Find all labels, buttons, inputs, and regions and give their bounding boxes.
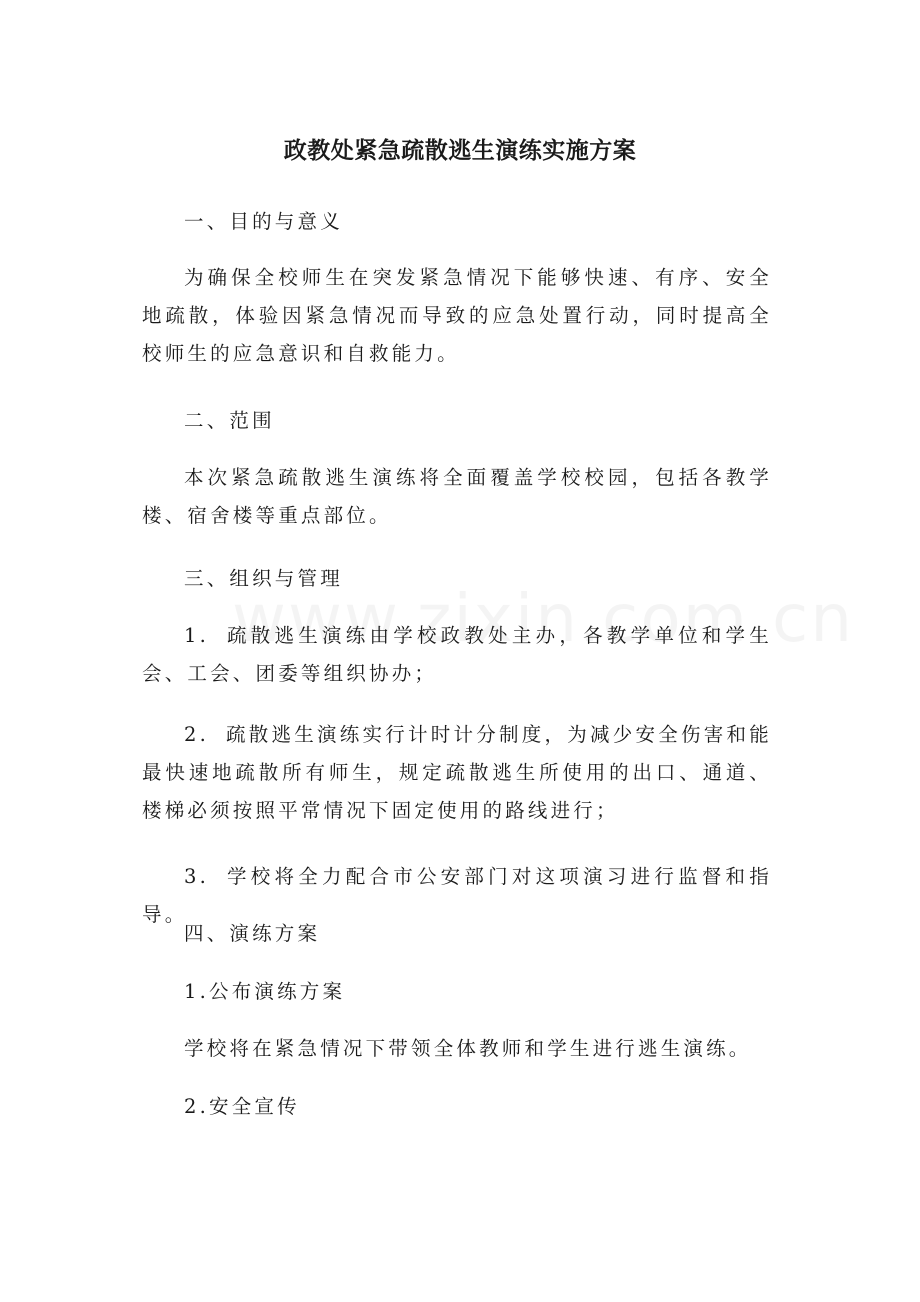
section-heading-plan: 四、演练方案 xyxy=(184,922,321,945)
list-item-number: 2. xyxy=(184,723,210,746)
section-body-purpose: 为确保全校师生在突发紧急情况下能够快速、有序、安全地疏散，体验因紧急情况而导致的应急处置行动，同时提高全校师生的应急意识和自救能力。 xyxy=(142,266,772,365)
section-heading-purpose: 一、目的与意义 xyxy=(184,210,343,233)
list-item-number: 1. xyxy=(184,624,210,647)
subsection-body-publish-plan: 学校将在紧急情况下带领全体教师和学生进行逃生演练。 xyxy=(184,1037,752,1060)
document-title: 政教处紧急疏散逃生演练实施方案 xyxy=(283,138,637,164)
section-body-scope: 本次紧急疏散逃生演练将全面覆盖学校校园，包括各教学楼、宿舍楼等重点部位。 xyxy=(142,466,772,527)
list-item-text: 疏散逃生演练由学校政教处主办，各教学单位和学生会、工会、团委等组织协办； xyxy=(142,624,772,685)
subheading-safety-promotion: 2.安全宣传 xyxy=(184,1095,300,1118)
list-item-number: 3. xyxy=(184,865,210,888)
list-item xyxy=(142,617,772,693)
section-heading-organization: 三、组织与管理 xyxy=(184,567,343,590)
subheading-publish-plan: 1.公布演练方案 xyxy=(184,980,346,1003)
list-item xyxy=(142,716,772,830)
list-item-text: 疏散逃生演练实行计时计分制度，为减少安全伤害和能最快速地疏散所有师生，规定疏散逃生所使用的出口、通道、楼梯必须按照平常情况下固定使用的路线进行； xyxy=(142,723,772,822)
section-heading-scope: 二、范围 xyxy=(184,409,275,432)
list-item-text: 学校将全力配合市公安部门对这项演习进行监督和指导。 xyxy=(142,865,772,926)
